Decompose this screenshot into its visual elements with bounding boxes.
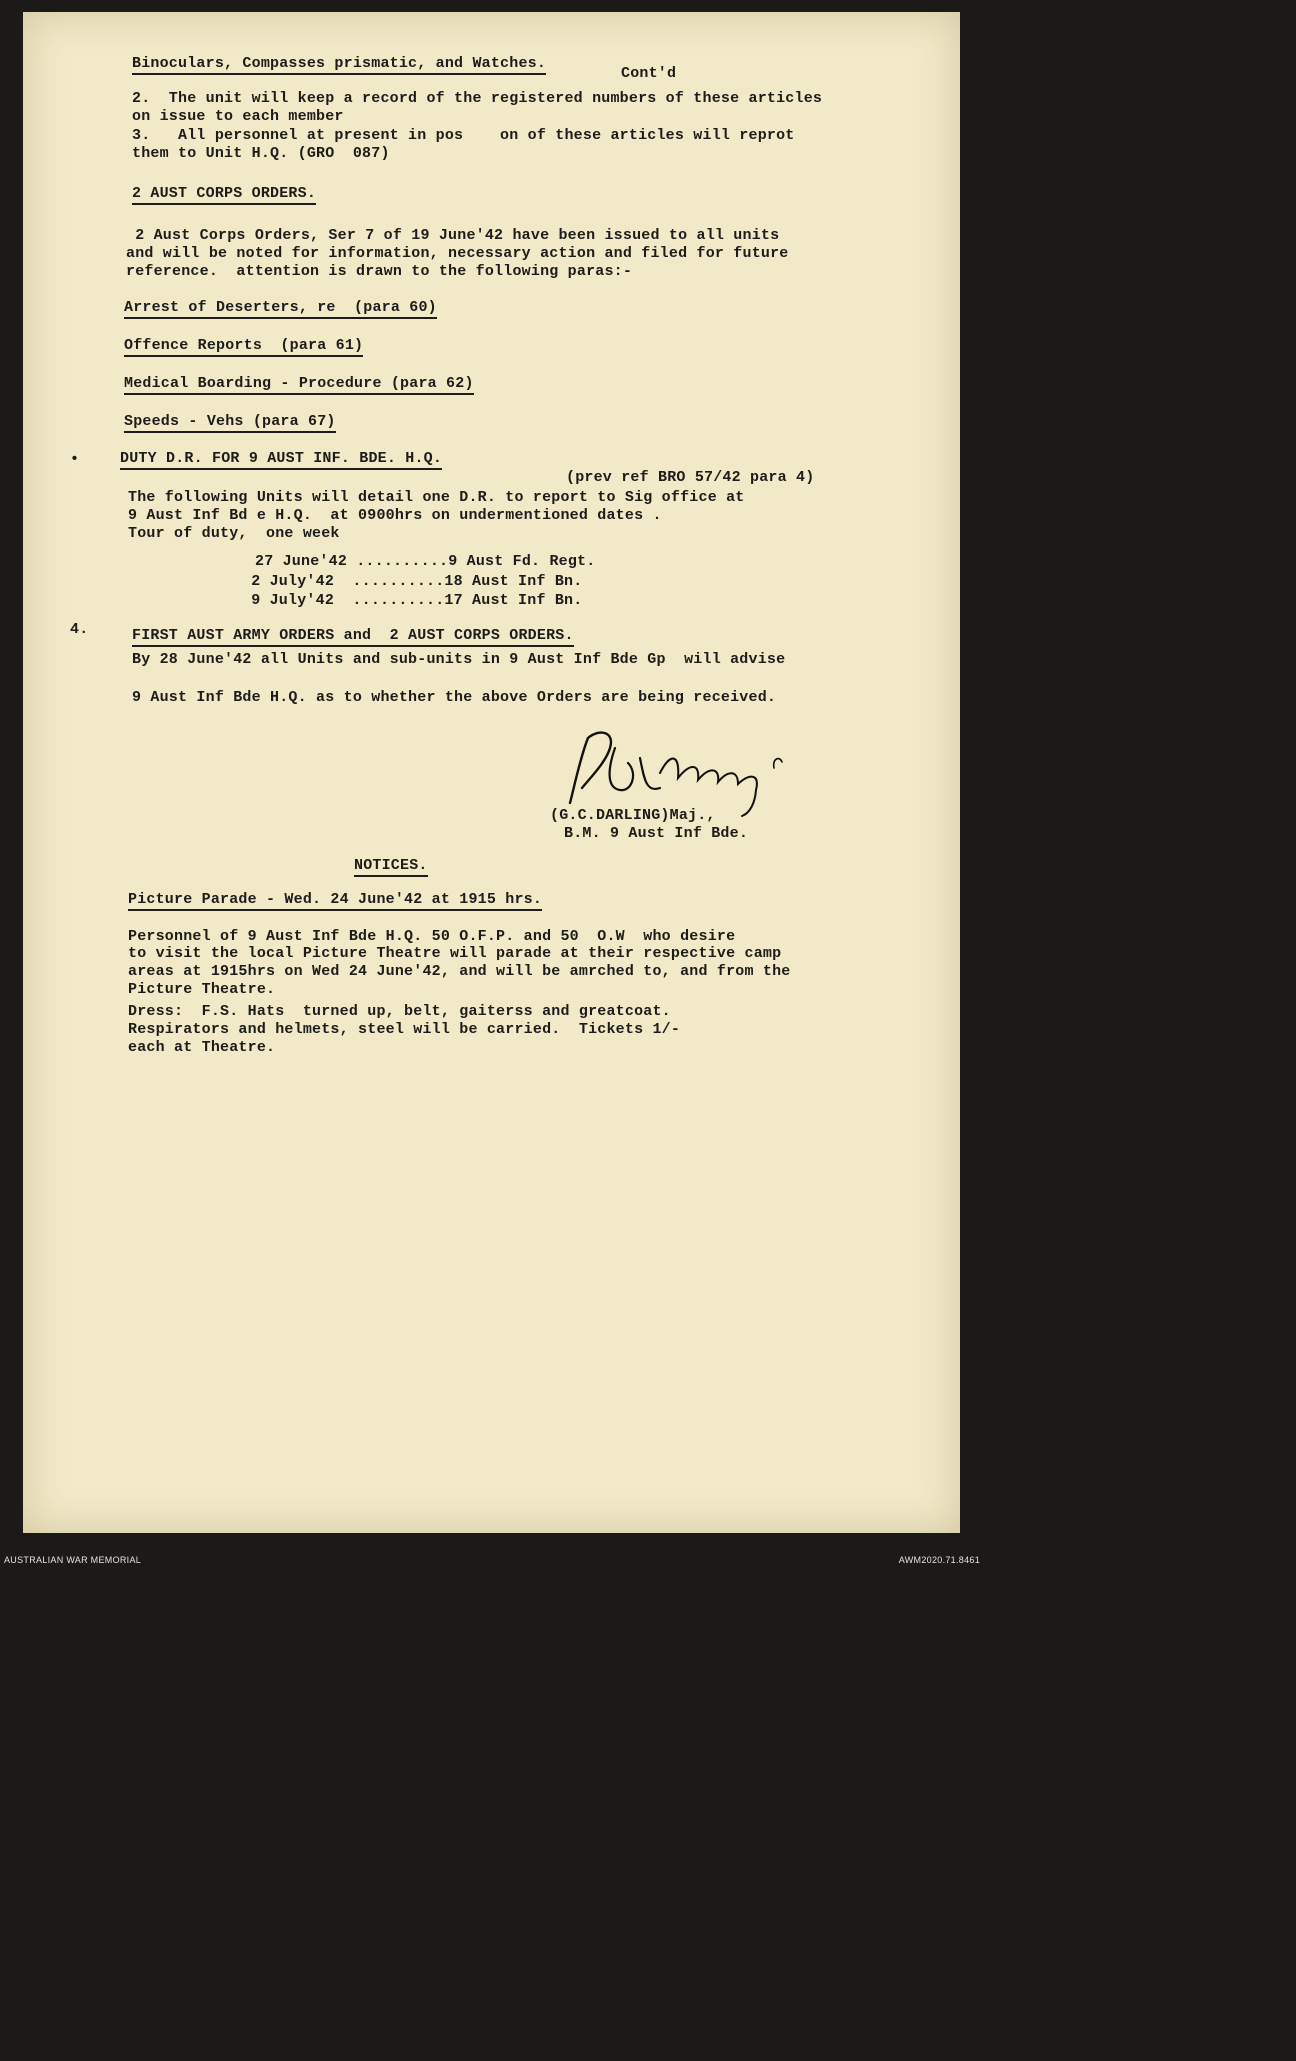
corps-line2: and will be noted for information, necessary action and filed for future <box>126 245 789 262</box>
corps-line1: 2 Aust Corps Orders, Ser 7 of 19 June'42 have been issued to all units <box>126 227 780 244</box>
signature-scrawl <box>560 718 790 818</box>
roster-row-2: 2 July'42 ..........18 Aust Inf Bn. <box>242 573 583 590</box>
para3-line1: 3. All personnel at present in pos on of these articles will reprot <box>132 127 795 144</box>
item4-line2: 9 Aust Inf Bde H.Q. as to whether the above Orders are being received. <box>132 689 777 706</box>
duty-line1: The following Units will detail one D.R. to report to Sig office at <box>128 489 745 506</box>
duty-bullet: • <box>70 451 80 468</box>
para2-line2: on issue to each member <box>132 108 344 125</box>
heading-army-orders: FIRST AUST ARMY ORDERS and 2 AUST CORPS ORDERS. <box>132 628 574 647</box>
roster-row-1: 27 June'42 ..........9 Aust Fd. Regt. <box>255 553 596 570</box>
duty-prev-ref: (prev ref BRO 57/42 para 4) <box>566 469 815 486</box>
heading-binoculars: Binoculars, Compasses prismatic, and Watches. <box>132 56 546 75</box>
roster-row-3: 9 July'42 ..........17 Aust Inf Bn. <box>242 592 583 609</box>
notices-line7: each at Theatre. <box>128 1039 276 1056</box>
notices-line4: Picture Theatre. <box>128 981 276 998</box>
notices-line5: Dress: F.S. Hats turned up, belt, gaiterss and greatcoat. <box>128 1003 671 1020</box>
heading-notices: NOTICES. <box>354 858 428 877</box>
corps-line3: reference. attention is drawn to the following paras:- <box>126 263 633 280</box>
item-offence-reports: Offence Reports (para 61) <box>124 338 363 357</box>
item-arrest-deserters: Arrest of Deserters, re (para 60) <box>124 300 437 319</box>
item-speeds-vehs: Speeds - Vehs (para 67) <box>124 414 336 433</box>
item-medical-boarding: Medical Boarding - Procedure (para 62) <box>124 376 474 395</box>
notices-line1: Personnel of 9 Aust Inf Bde H.Q. 50 O.F.P. and 50 O.W who desire <box>128 928 736 945</box>
heading-corps-orders: 2 AUST CORPS ORDERS. <box>132 186 316 205</box>
heading-picture-parade: Picture Parade - Wed. 24 June'42 at 1915 hrs. <box>128 892 542 911</box>
contd-label: Cont'd <box>621 65 677 82</box>
heading-duty-dr: DUTY D.R. FOR 9 AUST INF. BDE. H.Q. <box>120 451 442 470</box>
notices-line3: areas at 1915hrs on Wed 24 June'42, and will be amrched to, and from the <box>128 963 791 980</box>
item4-line1: By 28 June'42 all Units and sub-units in 9 Aust Inf Bde Gp will advise <box>132 651 786 668</box>
notices-line2: to visit the local Picture Theatre will parade at their respective camp <box>128 945 782 962</box>
duty-line2: 9 Aust Inf Bd e H.Q. at 0900hrs on undermentioned dates . <box>128 507 662 524</box>
notices-line6: Respirators and helmets, steel will be carried. Tickets 1/- <box>128 1021 681 1038</box>
para2-line1: 2. The unit will keep a record of the registered numbers of these articles <box>132 90 823 107</box>
item4-number: 4. <box>70 621 89 638</box>
duty-line3: Tour of duty, one week <box>128 525 340 542</box>
footer-source: AUSTRALIAN WAR MEMORIAL <box>4 1555 142 1565</box>
para3-line2: them to Unit H.Q. (GRO 087) <box>132 145 390 162</box>
footer-accession: AWM2020.71.8461 <box>898 1555 980 1565</box>
signature-name: (G.C.DARLING)Maj., <box>550 807 716 824</box>
signature-title: B.M. 9 Aust Inf Bde. <box>564 825 749 842</box>
